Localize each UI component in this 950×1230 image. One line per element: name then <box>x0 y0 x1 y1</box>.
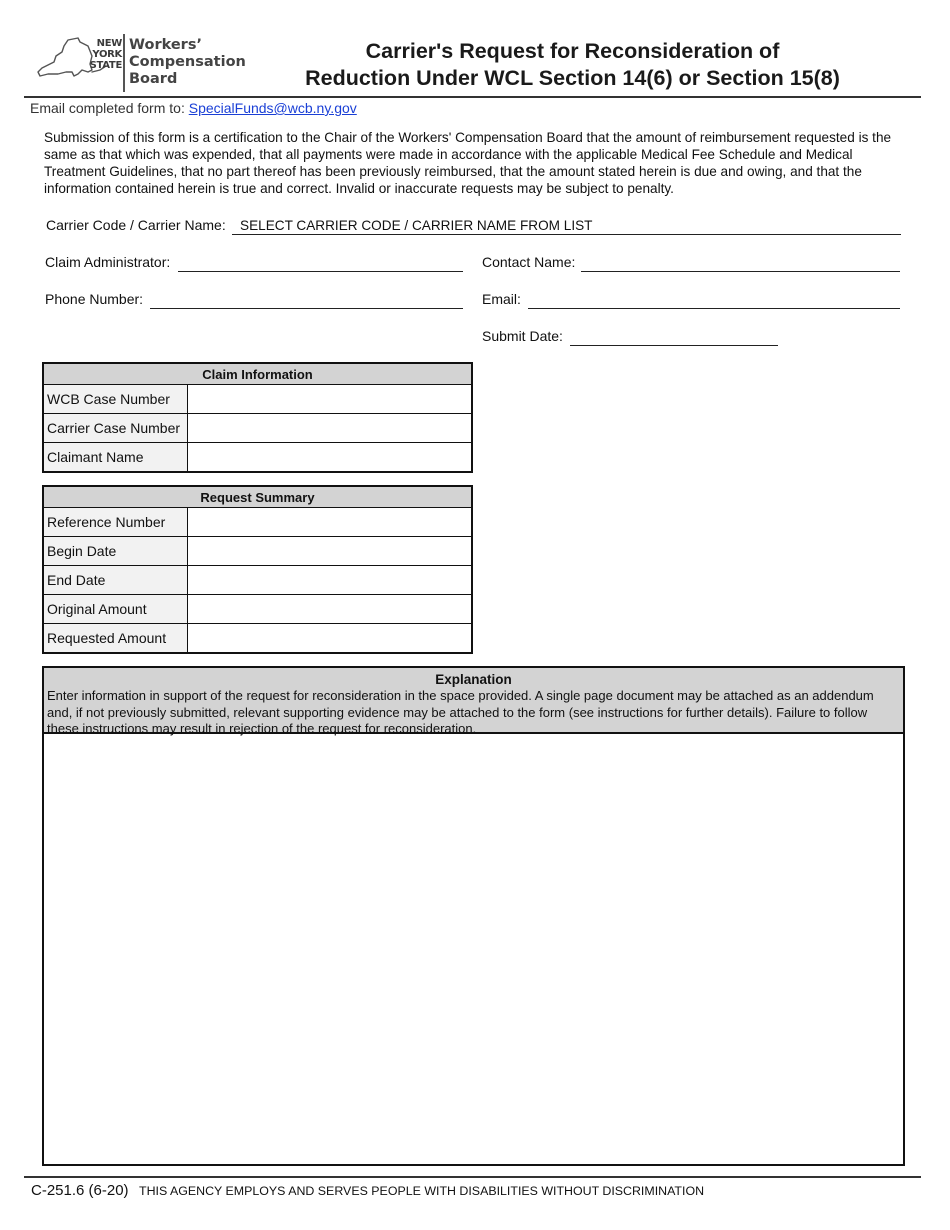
requested-amount-label: Requested Amount <box>43 624 188 654</box>
logo-agency-line: Board <box>129 71 178 87</box>
table-row <box>43 595 472 624</box>
claim-administrator-input[interactable] <box>178 255 463 272</box>
logo-state-line: YORK <box>92 49 122 60</box>
explanation-title: Explanation <box>435 672 512 687</box>
email-instruction <box>30 100 357 116</box>
phone-number-input[interactable] <box>150 292 463 309</box>
explanation-header <box>44 668 903 734</box>
table-row <box>43 624 472 654</box>
logo-agency-line: Compensation <box>129 54 246 70</box>
phone-number-label: Phone Number: <box>45 291 144 307</box>
form-title <box>250 38 895 92</box>
wcb-case-number-label: WCB Case Number <box>43 385 188 414</box>
logo-state-line: STATE <box>89 60 122 71</box>
footer-divider <box>24 1176 921 1178</box>
table-row <box>43 537 472 566</box>
carrier-case-number-input[interactable] <box>188 414 473 443</box>
request-summary-title: Request Summary <box>43 486 472 508</box>
begin-date-label: Begin Date <box>43 537 188 566</box>
form-number: C-251.6 (6-20) <box>31 1182 129 1199</box>
carrier-select-value: SELECT CARRIER CODE / CARRIER NAME FROM LIST <box>240 218 593 233</box>
form-title-line-1: Carrier's Request for Reconsideration of <box>365 39 780 63</box>
table-row <box>43 508 472 537</box>
original-amount-label: Original Amount <box>43 595 188 624</box>
claimant-name-input[interactable] <box>188 443 473 473</box>
submit-date-input[interactable] <box>570 329 778 346</box>
logo-agency-text <box>129 37 249 88</box>
carrier-label: Carrier Code / Carrier Name: <box>46 217 226 233</box>
nondiscrimination-statement: THIS AGENCY EMPLOYS AND SERVES PEOPLE WITH DISABILITIES WITHOUT DISCRIMINATION <box>139 1184 705 1198</box>
requested-amount-input[interactable] <box>188 624 473 654</box>
original-amount-input[interactable] <box>188 595 473 624</box>
carrier-case-number-label: Carrier Case Number <box>43 414 188 443</box>
email-instruction-label: Email completed form to: <box>30 100 185 116</box>
certification-statement: Submission of this form is a certification to the Chair of the Workers' Compensation Board that the amount of reimbursement requested is the same as that which was expended, that all payments were made in accordance with the applicable Medical Fee Schedule and Medical Treatment Guidelines, that no part thereof has been previously reimbursed, that the amount stated herein is due and owing, and that the information contained herein is true and correct. Invalid or inaccurate requests may be subject to penalty. <box>44 130 892 196</box>
request-summary-table <box>42 485 473 654</box>
begin-date-input[interactable] <box>188 537 473 566</box>
claim-information-title: Claim Information <box>43 363 472 385</box>
claimant-name-label: Claimant Name <box>43 443 188 473</box>
header-divider <box>24 96 921 98</box>
form-title-line-2: Reduction Under WCL Section 14(6) or Section 15(8) <box>305 66 840 90</box>
reference-number-label: Reference Number <box>43 508 188 537</box>
table-row <box>43 443 472 473</box>
claim-information-table <box>42 362 473 473</box>
submit-date-label: Submit Date: <box>482 328 563 344</box>
explanation-textarea[interactable] <box>44 734 903 1154</box>
end-date-input[interactable] <box>188 566 473 595</box>
table-row <box>43 566 472 595</box>
table-row <box>43 385 472 414</box>
wcb-case-number-input[interactable] <box>188 385 473 414</box>
logo-state-text <box>82 38 122 71</box>
end-date-label: End Date <box>43 566 188 595</box>
reference-number-input[interactable] <box>188 508 473 537</box>
footer <box>31 1182 704 1200</box>
wcb-logo <box>26 30 246 92</box>
logo-divider <box>123 34 125 92</box>
explanation-instructions: Enter information in support of the request for reconsideration in the space provided. A single page document may be attached as an addendum and, if not previously submitted, relevant supporting evidence may be attached to the form (see instructions for further details). Failure to follow these instructions may result in rejection of the request for reconsideration. <box>47 688 874 736</box>
contact-name-input[interactable] <box>581 255 900 272</box>
explanation-section <box>42 666 905 1166</box>
email-label: Email: <box>482 291 521 307</box>
table-row <box>43 414 472 443</box>
claim-administrator-label: Claim Administrator: <box>45 254 171 270</box>
logo-state-line: NEW <box>96 38 122 49</box>
email-input[interactable] <box>528 292 900 309</box>
contact-name-label: Contact Name: <box>482 254 576 270</box>
carrier-select-field[interactable] <box>232 218 901 235</box>
logo-agency-line: Workers’ <box>129 37 202 53</box>
special-funds-email-link[interactable]: SpecialFunds@wcb.ny.gov <box>188 100 357 116</box>
